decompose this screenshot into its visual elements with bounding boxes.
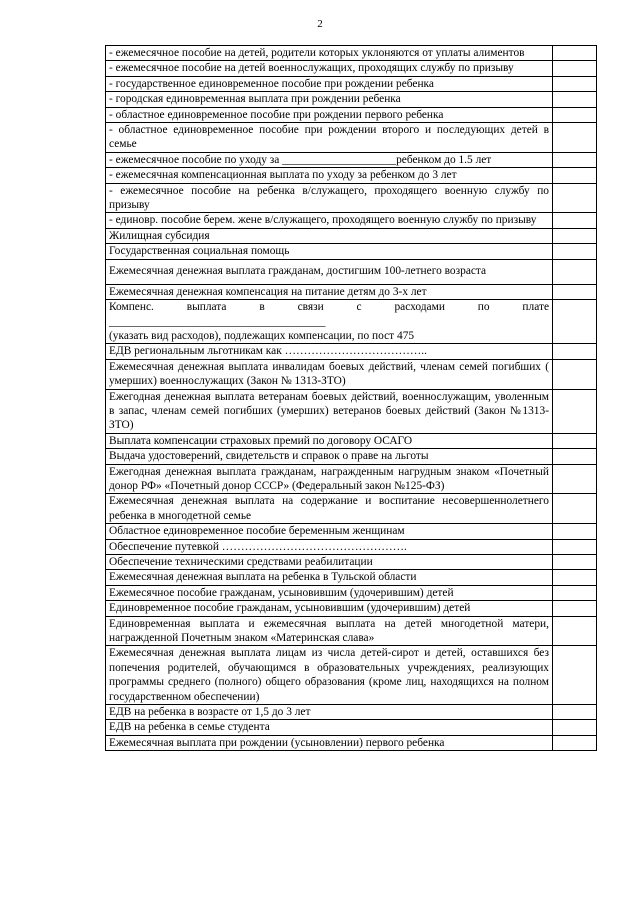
benefit-cell: - областное единовременное пособие при рождении второго и последующих детей в семье <box>106 123 553 153</box>
table-row <box>106 555 597 570</box>
mark-cell <box>553 213 597 228</box>
table-row <box>106 601 597 616</box>
mark-cell <box>553 524 597 539</box>
mark-cell <box>553 76 597 91</box>
mark-cell <box>553 539 597 554</box>
benefit-cell: Государственная социальная помощь <box>106 244 553 259</box>
mark-cell <box>553 449 597 464</box>
table-row <box>106 585 597 600</box>
benefit-cell: Ежемесячная денежная выплата лицам из числа детей-сирот и детей, оставшихся без попечения родителей, обучающимся в образовательных учреждениях, реализующих программы среднего (полного) общего образования (кроме лиц, находящихся на полном государственном обеспечении) <box>106 646 553 705</box>
mark-cell <box>553 107 597 122</box>
mark-cell <box>553 123 597 153</box>
benefit-cell: Жилищная субсидия <box>106 228 553 243</box>
page-number: 2 <box>317 18 323 30</box>
benefit-cell: Обеспечение путевкой …………………………………………. <box>106 539 553 554</box>
benefit-cell: Ежегодная денежная выплата ветеранам боевых действий, военнослужащим, уволенным в запас, членам семей погибших (умерших) ветеранов боевых действий (Закон №1313-ЗТО) <box>106 389 553 433</box>
benefit-cell: Ежемесячная денежная выплата на содержание и воспитание несовершеннолетнего ребенка в многодетной семье <box>106 494 553 524</box>
table-row <box>106 183 597 213</box>
table-row <box>106 646 597 705</box>
mark-cell <box>553 259 597 284</box>
mark-cell <box>553 646 597 705</box>
benefit-cell: - городская единовременная выплата при рождении ребенка <box>106 92 553 107</box>
mark-cell <box>553 601 597 616</box>
table-row <box>106 539 597 554</box>
benefit-cell: Ежемесячная выплата при рождении (усыновлении) первого ребенка <box>106 735 553 750</box>
compensation-line: Компенс. выплата в связи с расходами по плате <box>109 301 549 314</box>
table-row <box>106 433 597 448</box>
benefit-cell: Ежемесячная денежная выплата на ребенка в Тульской области <box>106 570 553 585</box>
benefit-cell: Областное единовременное пособие беременным женщинам <box>106 524 553 539</box>
table-row <box>106 244 597 259</box>
table-row <box>106 720 597 735</box>
table-row <box>106 228 597 243</box>
mark-cell <box>553 705 597 720</box>
table-row <box>106 92 597 107</box>
mark-cell <box>553 735 597 750</box>
benefit-cell: - ежемесячное пособие на ребенка в/служащего, проходящего военную службу по призыву <box>106 183 553 213</box>
mark-cell <box>553 168 597 183</box>
benefit-cell: - ежемесячное пособие по уходу за ____________________ребенком до 1.5 лет <box>106 152 553 167</box>
table-row <box>106 524 597 539</box>
table-row <box>106 259 597 284</box>
benefit-cell: - ежемесячное пособие на детей военнослужащих, проходящих службу по призыву <box>106 61 553 76</box>
table-row <box>106 76 597 91</box>
benefit-cell: - единовр. пособие берем. жене в/служащего, проходящего военную службу по призыву <box>106 213 553 228</box>
benefit-cell: - областное единовременное пособие при рождении первого ребенка <box>106 107 553 122</box>
benefits-table <box>105 45 597 751</box>
mark-cell <box>553 494 597 524</box>
benefit-cell: - ежемесячная компенсационная выплата по уходу за ребенком до 3 лет <box>106 168 553 183</box>
table-row <box>106 300 597 344</box>
mark-cell <box>553 46 597 61</box>
benefit-cell: Ежемесячная денежная компенсация на питание детям до 3-х лет <box>106 284 553 299</box>
mark-cell <box>553 61 597 76</box>
mark-cell <box>553 570 597 585</box>
compensation-blank: ______________________________________ <box>109 315 326 328</box>
benefit-cell: Ежемесячная денежная выплата инвалидам боевых действий, членам семей погибших ( умерших) военнослужащих (Закон № 1313-ЗТО) <box>106 359 553 389</box>
table-row <box>106 123 597 153</box>
mark-cell <box>553 152 597 167</box>
mark-cell <box>553 464 597 494</box>
mark-cell <box>553 284 597 299</box>
table-row <box>106 570 597 585</box>
compensation-cell <box>106 300 553 344</box>
table-row <box>106 344 597 359</box>
mark-cell <box>553 228 597 243</box>
benefit-cell: Выдача удостоверений, свидетельств и справок о праве на льготы <box>106 449 553 464</box>
table-row <box>106 705 597 720</box>
compensation-note: (указать вид расходов), подлежащих компенсации, по пост 475 <box>109 329 415 342</box>
benefit-cell: Обеспечение техническими средствами реабилитации <box>106 555 553 570</box>
benefit-cell: - государственное единовременное пособие при рождении ребенка <box>106 76 553 91</box>
table-row <box>106 359 597 389</box>
table-row <box>106 107 597 122</box>
table-row <box>106 61 597 76</box>
mark-cell <box>553 92 597 107</box>
table-row <box>106 616 597 646</box>
table-row <box>106 449 597 464</box>
mark-cell <box>553 616 597 646</box>
table-row <box>106 464 597 494</box>
benefit-cell: ЕДВ на ребенка в семье студента <box>106 720 553 735</box>
table-row <box>106 168 597 183</box>
mark-cell <box>553 359 597 389</box>
benefit-cell: Ежемесячная денежная выплата гражданам, достигшим 100-летнего возраста <box>106 259 553 284</box>
benefit-cell: Выплата компенсации страховых премий по договору ОСАГО <box>106 433 553 448</box>
table-row <box>106 494 597 524</box>
benefit-cell: ЕДВ на ребенка в возрасте от 1,5 до 3 лет <box>106 705 553 720</box>
mark-cell <box>553 389 597 433</box>
table-row <box>106 284 597 299</box>
benefit-cell: Ежемесячное пособие гражданам, усыновившим (удочерившим) детей <box>106 585 553 600</box>
benefit-cell: Единовременная выплата и ежемесячная выплата на детей многодетной матери, награжденной Почетным знаком «Материнская слава» <box>106 616 553 646</box>
table-row <box>106 213 597 228</box>
benefit-cell: Ежегодная денежная выплата гражданам, награжденным нагрудным знаком «Почетный донор РФ» «Почетный донор СССР» (Федеральный закон №125-ФЗ) <box>106 464 553 494</box>
mark-cell <box>553 555 597 570</box>
mark-cell <box>553 585 597 600</box>
table-row <box>106 389 597 433</box>
mark-cell <box>553 720 597 735</box>
table-row <box>106 46 597 61</box>
benefit-cell: Единовременное пособие гражданам, усыновившим (удочерившим) детей <box>106 601 553 616</box>
mark-cell <box>553 300 597 344</box>
mark-cell <box>553 183 597 213</box>
benefit-cell: ЕДВ региональным льготникам как ……………………………….. <box>106 344 553 359</box>
table-row <box>106 735 597 750</box>
mark-cell <box>553 433 597 448</box>
mark-cell <box>553 244 597 259</box>
mark-cell <box>553 344 597 359</box>
table-row <box>106 152 597 167</box>
benefit-cell: - ежемесячное пособие на детей, родители которых уклоняются от уплаты алиментов <box>106 46 553 61</box>
